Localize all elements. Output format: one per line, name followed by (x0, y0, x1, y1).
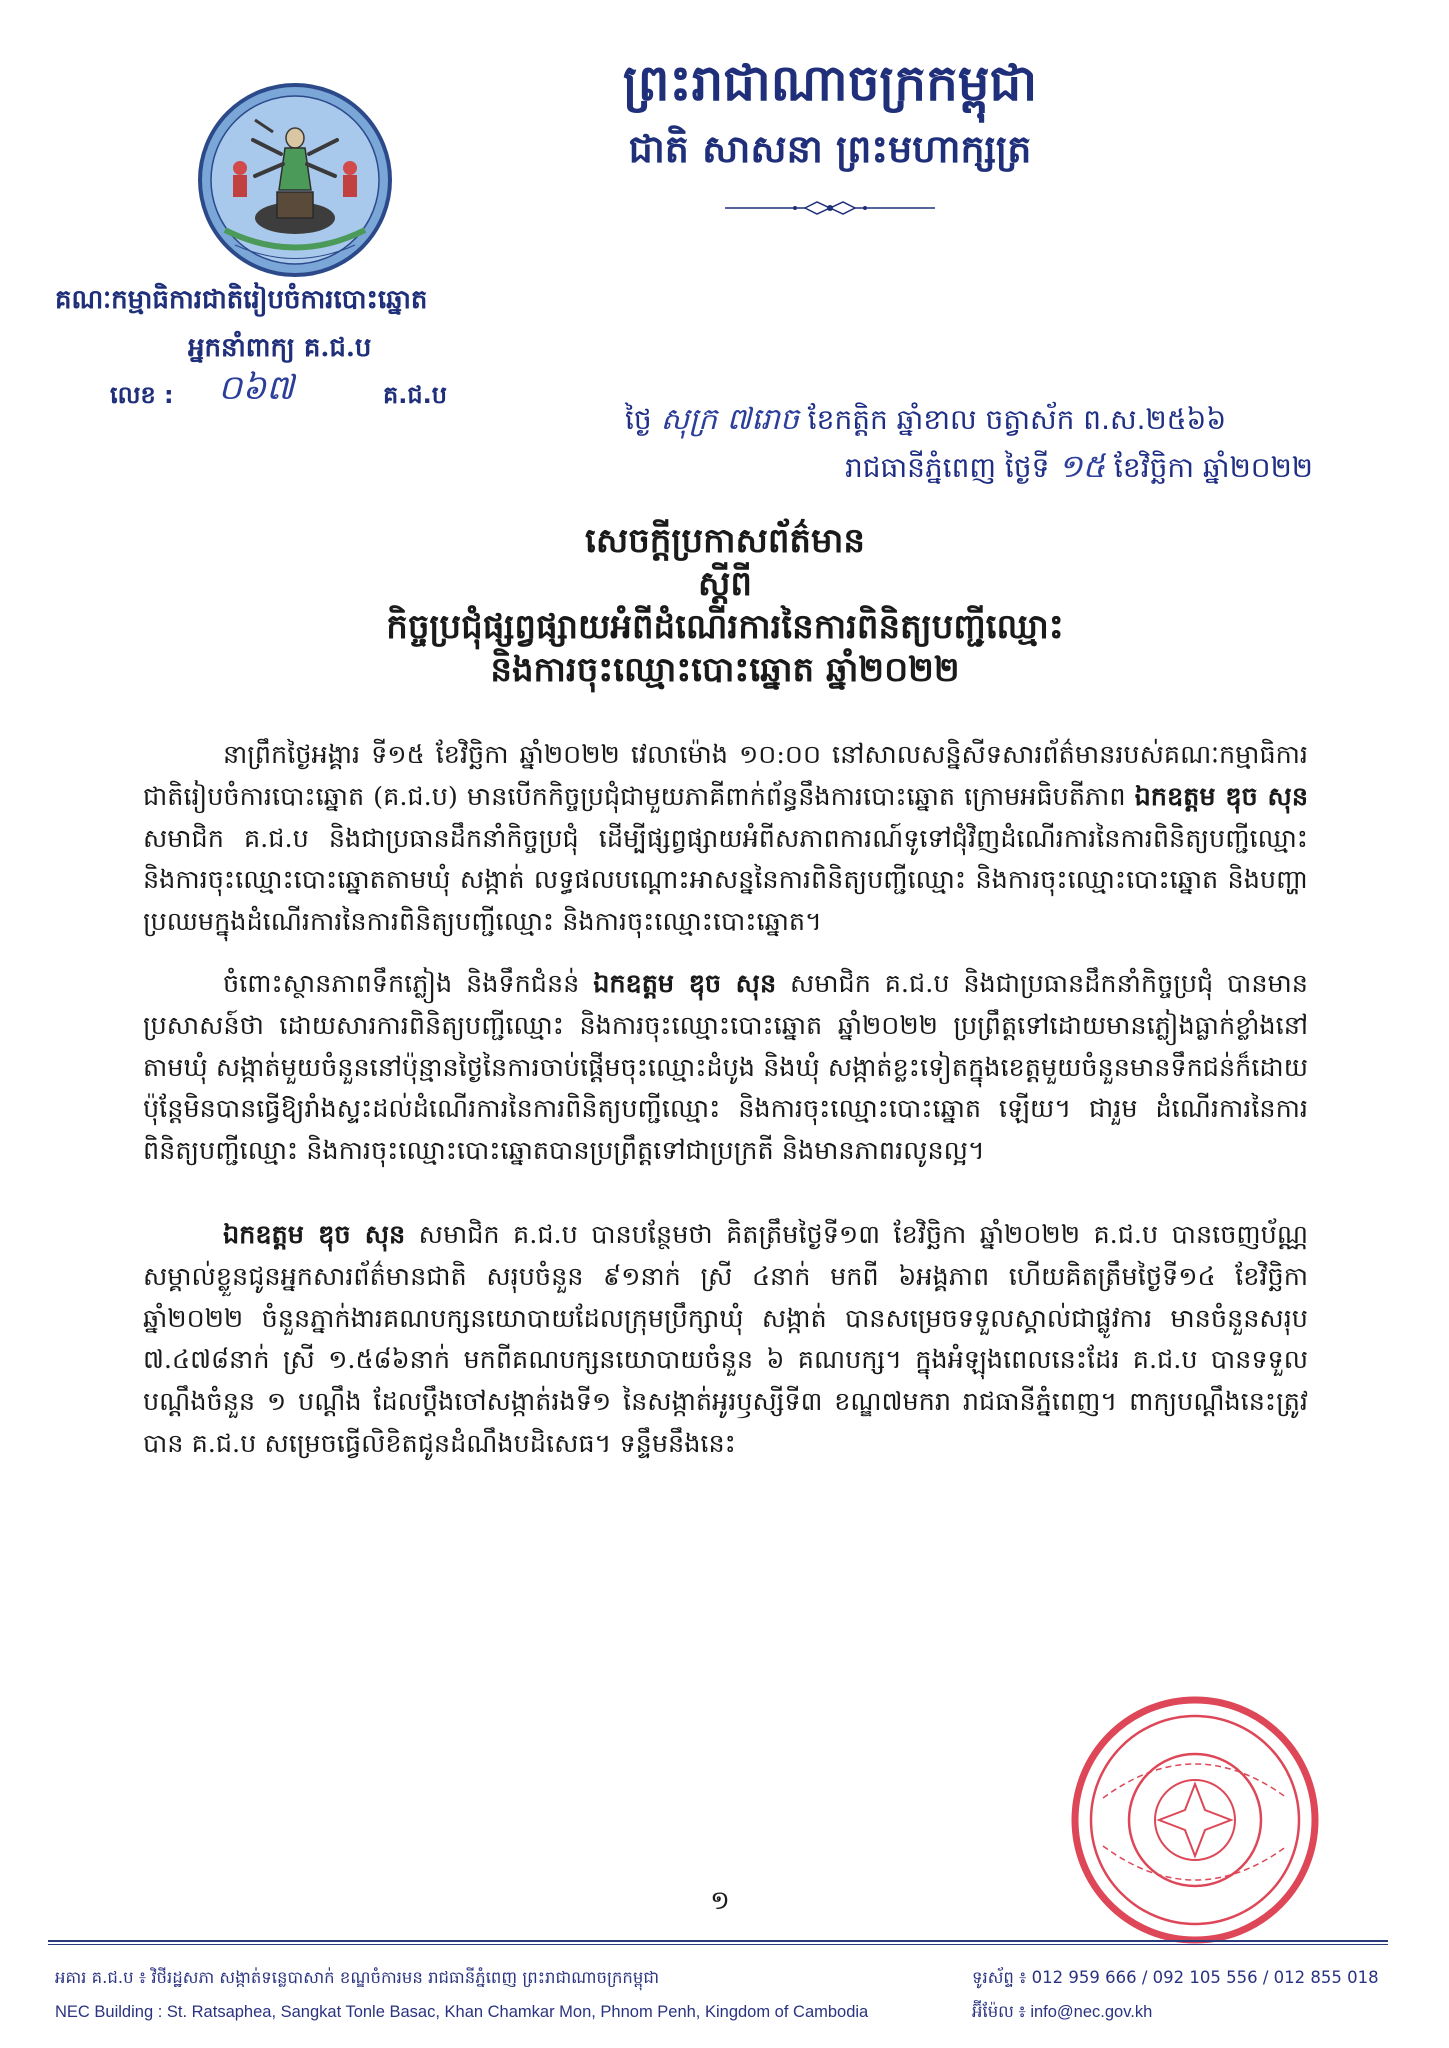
solar-date (680, 446, 1313, 488)
footer-address-khmer: អគារ គ.ជ.ប ៖ វិថីរដ្ឋសភា សង្កាត់ទន្លេបាសាក់ ខណ្ឌចំការមន រាជធានីភ្នំពេញ ព្រះរាជាណាចក្រកម្ពុជា (55, 1968, 660, 1987)
solar-date-suffix: ខែវិច្ឆិកា ឆ្នាំ២០២២ (1114, 451, 1313, 484)
paragraph-2-rest: សមាជិក គ.ជ.ប និងជាប្រធានដឹកនាំកិច្ចប្រជុំ បានមានប្រសាសន៍ថា ដោយសារការពិនិត្យបញ្ជីឈ្មោះ និងការចុះឈ្មោះបោះឆ្នោត ឆ្នាំ២០២២ ប្រព្រឹត្តទៅដោយមានភ្លៀងធ្លាក់ខ្លាំងនៅតាមឃុំ សង្កាត់មួយចំនួននៅប៉ុន្មានថ្ងៃនៃការចាប់ផ្តើមចុះឈ្មោះដំបូង និងឃុំ សង្កាត់ខ្លះទៀតក្នុងខេត្តមួយចំនួនមានទឹកជន់ក៏ដោយ ប៉ុន្តែមិនបានធ្វើឱ្យរាំងស្ទះដល់ដំណើរការនៃការពិនិត្យបញ្ជីឈ្មោះ និងការចុះឈ្មោះបោះឆ្នោត ឡើយ។ ជារួម ដំណើរការនៃការពិនិត្យបញ្ជីឈ្មោះ និងការចុះឈ្មោះបោះឆ្នោតបានប្រព្រឹត្តទៅជាប្រក្រតី និងមានភាពរលូនល្អ។ (143, 968, 1308, 1167)
reference-suffix: គ.ជ.ប (383, 381, 447, 409)
paragraph-2-pre: ចំពោះស្ថានភាពទឹកភ្លៀង និងទឹកជំនន់ (223, 968, 580, 999)
paragraph-3-name: ឯកឧត្តម ឌុច សុន (223, 1219, 406, 1250)
paragraph-1-text: នាព្រឹកថ្ងៃអង្គារ ទី១៥ ខែវិច្ឆិកា ឆ្នាំ២០២២ វេលាម៉ោង ១០:០០ នៅសាលសន្និសីទសារព័ត៌មានរបស់គណៈកម្មាធិការជាតិរៀបចំការបោះឆ្នោត (គ.ជ.ប) មានបើកកិច្ចប្រជុំជាមួយភាគីពាក់ព័ន្ធនឹងការបោះឆ្នោត ក្រោមអធិបតីភាព (143, 740, 1308, 812)
decorative-divider (725, 196, 935, 220)
paragraph-2-name: ឯកឧត្តម ឌុច សុន (593, 968, 777, 999)
title-line-2: ស្តីពី (698, 564, 752, 604)
title-line-3: កិច្ចប្រជុំផ្សព្វផ្សាយអំពីដំណើរការនៃការពិនិត្យបញ្ជីឈ្មោះ (386, 607, 1064, 647)
reference-label: លេខ : (110, 381, 174, 409)
organization-name: គណៈកម្មាធិការជាតិរៀបចំការបោះឆ្នោត (55, 285, 428, 315)
lunar-date-handwritten: សុក្រ ៧រោច (660, 402, 799, 437)
footer-divider (48, 1940, 1388, 1942)
paragraph-1 (143, 735, 1308, 944)
footer-divider-thin (48, 1944, 1388, 1945)
nation-motto: ជាតិ សាសនា ព្រះមហាក្សត្រ (628, 126, 1032, 171)
official-red-seal (1045, 1670, 1335, 1950)
spokesperson-label: អ្នកនាំពាក្យ គ.ជ.ប (188, 333, 372, 363)
nec-emblem-logo (195, 80, 395, 280)
paragraph-3 (143, 1215, 1308, 1466)
title-line-1: សេចក្តីប្រកាសព័ត៌មាន (585, 521, 865, 561)
paragraph-2 (143, 964, 1308, 1173)
reference-number: ០៦៧ (218, 368, 295, 408)
paragraph-1-name: ឯកឧត្តម ឌុច សុន (1134, 781, 1309, 812)
kingdom-title: ព្រះរាជាណាចក្រកម្ពុជា (622, 53, 1038, 112)
document-body (143, 735, 1308, 1466)
footer-phone: ទូរស័ព្ទ ៖ 012 959 666 / 092 105 556 / 012 855 018 (972, 1968, 1379, 1987)
paragraph-1-rest: សមាជិក គ.ជ.ប និងជាប្រធានដឹកនាំកិច្ចប្រជុំ ដើម្បីផ្សព្វផ្សាយអំពីសភាពការណ៍ទូទៅជុំវិញដំណើរការនៃការពិនិត្យបញ្ជីឈ្មោះ និងការចុះឈ្មោះបោះឆ្នោតតាមឃុំ សង្កាត់ លទ្ធផលបណ្តោះអាសន្ននៃការពិនិត្យបញ្ជីឈ្មោះ និងការចុះឈ្មោះបោះឆ្នោត និងបញ្ហាប្រឈមក្នុងដំណើរការនៃការពិនិត្យបញ្ជីឈ្មោះ និងការចុះឈ្មោះបោះឆ្នោត។ (143, 823, 1308, 938)
footer-email[interactable]: អ៊ីម៉ែល ៖ info@nec.gov.kh (972, 2003, 1153, 2021)
title-line-4: និងការចុះឈ្មោះបោះឆ្នោត ឆ្នាំ២០២២ (490, 650, 960, 690)
lunar-date (625, 400, 1313, 440)
document-title (150, 520, 1300, 692)
paragraph-3-rest: សមាជិក គ.ជ.ប បានបន្ថែមថា គិតត្រឹមថ្ងៃទី១៣ ខែវិច្ឆិកា ឆ្នាំ២០២២ គ.ជ.ប បានចេញប័ណ្ណសម្គាល់ខ្លួនជូនអ្នកសារព័ត៌មានជាតិ សរុបចំនួន ៩១នាក់ ស្រី ៤នាក់ មកពី ៦អង្គភាព ហើយគិតត្រឹមថ្ងៃទី១៤ ខែវិច្ឆិកា ឆ្នាំ២០២២ ចំនួនភ្នាក់ងារគណបក្សនយោបាយដែលក្រុមប្រឹក្សាឃុំ សង្កាត់ បានសម្រេចទទួលស្គាល់ជាផ្លូវការ មានចំនួនសរុប ៧.៤៧៨នាក់ ស្រី ១.៥៨៦នាក់ មកពីគណបក្សនយោបាយចំនួន ៦ គណបក្ស។ ក្នុងអំឡុងពេលនេះដែរ គ.ជ.ប បានទទួលបណ្តឹងចំនួន ១ បណ្តឹង ដែលប្តឹងចៅសង្កាត់រងទី១ នៃសង្កាត់អូរឫស្សីទី៣ ខណ្ឌ៧មករា រាជធានីភ្នំពេញ។ ពាក្យបណ្តឹងនេះត្រូវបាន គ.ជ.ប សម្រេចធ្វើលិខិតជូនដំណឹងបដិសេធ។ ទន្ទឹមនឹងនេះ (143, 1219, 1308, 1459)
lunar-date-suffix: ខែកត្តិក ឆ្នាំខាល ចត្វាស័ក ព.ស.២៥៦៦ (807, 403, 1227, 436)
solar-date-handwritten: ១៥ (1058, 447, 1106, 485)
footer-address-english: NEC Building : St. Ratsaphea, Sangkat Tonle Basac, Khan Chamkar Mon, Phnom Penh, Kingdom of Cambodia (55, 2003, 869, 2021)
page-number: ១ (710, 1886, 730, 1916)
lunar-date-prefix: ថ្ងៃ (625, 403, 652, 436)
solar-date-prefix: រាជធានីភ្នំពេញ ថ្ងៃទី (844, 451, 1050, 484)
